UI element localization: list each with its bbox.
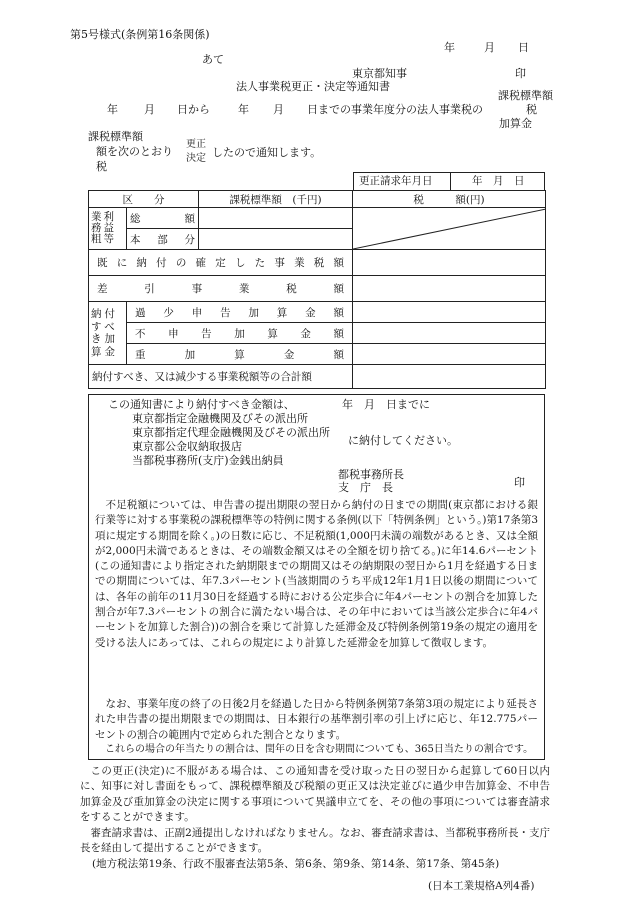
appeal-paragraph-1: この更正(決定)に不服がある場合は、この通知書を受け取った日の翌日から起算して60日以内に、知事に対し書面をもって、課税標準額及び税額の更正又は決定並びに過少申告加算金、不申告加算金及び重加算金の決定に関する事項について異議申立てを、その他の事項については審査請求をすることができます。 [80, 765, 550, 823]
period-month-1: 月 [144, 103, 155, 116]
notice-option-decision: 決定 [186, 153, 206, 164]
payment-place-1: 東京都指定金融機関及びその派出所 [132, 412, 308, 425]
payment-instruction: に納付してください。 [348, 434, 458, 447]
payment-intro: この通知書により納付すべき金額は、 [108, 398, 295, 411]
issue-date-month: 月 [484, 41, 495, 54]
period-year-1: 年 [107, 103, 118, 116]
additional-charges-label: 納付すべき加算金 [89, 302, 127, 365]
row-nonfiling-penalty-label: 不申告加算金額 [127, 323, 353, 344]
payment-deadline: 年 月 日までに [342, 398, 430, 411]
issuer: 東京都知事 [352, 67, 407, 80]
tax-type-mid: 税 [526, 103, 537, 116]
cell-total-amount-base[interactable] [199, 208, 353, 229]
notice-tax-choice: 税 [96, 160, 107, 173]
issue-date-year: 年 [444, 41, 455, 54]
row-net-tax-label: 差引事業税額 [89, 276, 353, 302]
period-month-2: 月 [273, 103, 284, 116]
header-tax-amount: 税 額(円) [353, 191, 546, 208]
request-date-label: 更正請求年月日 [359, 175, 433, 187]
assessment-table [88, 190, 546, 389]
notice-base-choice: 課税標準額 [88, 130, 143, 143]
issue-date-day: 日 [518, 41, 529, 54]
row-headquarters-label: 本 部 分 [127, 229, 199, 250]
cell-nonfiling-penalty[interactable] [353, 323, 546, 344]
row-heavy-penalty-label: 重加算金額 [127, 344, 353, 365]
form-number: 第5号様式(条例第16条関係) [70, 28, 210, 41]
period-to: 日までの事業年度分の法人事業税の [307, 103, 483, 116]
cell-grand-total[interactable] [353, 365, 546, 389]
diagonal-strike-line [353, 208, 546, 250]
late-fee-paragraph-1: 不足税額については、申告書の提出期限の翌日から納付の日までの期間(東京都における銀行業等に対する事業税の課税標準等の特例に関する条例(以下「特例条例」という。)第17条第3項に規定する期間を除く。)の日数に応じ、不足税額(1,000円未満の端数があるとき、又は全額が2,000円未満であるときは、その端数金額又はその全額を切り捨てる。)に年14.6パーセント(この通知書により指定された納期限までの期間又はその納期限の翌日から1月を経過する日までの期間については、年7.3パーセント(当該期間のうち平成12年1月1日以後の期間については、各年の前年の11月30日を経過する時における公定歩合に年4パーセントの割合を加算した割合が年7.3パーセントの割合に満たない場合は、その年中においては当該公定歩合に年4パーセントを加算した割合))の割合を乗じて計算した延滞金及び特例条例第19条の規定の適用を受ける法人にあっては、これらの規定により計算した延滞金を加算して徴収します。 [95, 499, 538, 649]
request-date-value: 年 月 日 [472, 175, 525, 187]
late-fee-paragraph-2: なお、事業年度の終了の日後2月を経過した日から特例条例第7条第3項の規定により延長された申告書の提出期限までの期間は、日本銀行の基準割引率の引上げに応じ、年12.775パーセントの割合の範囲内で定められた割合となります。 [95, 698, 538, 741]
payment-place-3: 東京都公金収納取扱店 [132, 440, 242, 453]
appeal-paragraph-2: 審査請求書は、正副2通提出しなければなりません。なお、審査請求書は、当都税事務所長・支庁長を経由して提出することができます。 [80, 827, 550, 855]
gross-profit-label: 業利務益粗等 [89, 208, 127, 250]
document-title: 法人事業税更正・決定等通知書 [236, 80, 390, 93]
row-grand-total-label: 納付すべき、又は減少する事業税額等の合計額 [89, 365, 353, 389]
row-underreport-penalty-label: 過少申告加算金額 [127, 302, 353, 323]
header-category: 区 分 [89, 191, 199, 208]
cell-heavy-penalty[interactable] [353, 344, 546, 365]
notice-lead: 額を次のとおり [96, 145, 173, 158]
payment-place-2: 東京都指定代理金融機関及びその派出所 [132, 426, 330, 439]
period-year-2: 年 [238, 103, 249, 116]
row-already-paid-label: 既に納付の確定した事業税額 [89, 250, 353, 276]
office-chief: 都税事務所長 [338, 468, 404, 481]
addressee: あて [202, 53, 224, 66]
period-from: 日から [177, 103, 210, 116]
cell-underreport-penalty[interactable] [353, 302, 546, 323]
notice-tail: したので通知します。 [212, 146, 322, 159]
cell-net-tax[interactable] [353, 276, 546, 302]
tax-type-bottom: 加算金 [499, 117, 532, 130]
late-fee-paragraph-3: これらの場合の年当たりの割合は、閏年の日を含む期間についても、365日当たりの割合です。 [105, 744, 534, 755]
row-total-amount-label: 総 額 [127, 208, 199, 229]
branch-chief: 支 庁 長 [338, 481, 393, 494]
paper-size-note: (日本工業規格A列4番) [428, 880, 535, 892]
cell-headquarters-base[interactable] [199, 229, 353, 250]
legal-references: (地方税法第19条、行政不服審査法第5条、第6条、第9条、第14条、第17条、第45条) [92, 858, 500, 870]
payment-place-4: 当都税事務所(支庁)金銭出納員 [132, 454, 284, 467]
request-date-box [353, 172, 545, 190]
tax-type-top: 課税標準額 [498, 89, 553, 102]
office-seal: 印 [514, 476, 525, 489]
cell-gross-profit-tax-na [353, 208, 546, 250]
issuer-seal: 印 [515, 67, 526, 80]
cell-already-paid-tax[interactable] [353, 250, 546, 276]
header-taxable-base: 課税標準額 (千円) [199, 191, 353, 208]
notice-option-correction: 更正 [186, 139, 206, 150]
